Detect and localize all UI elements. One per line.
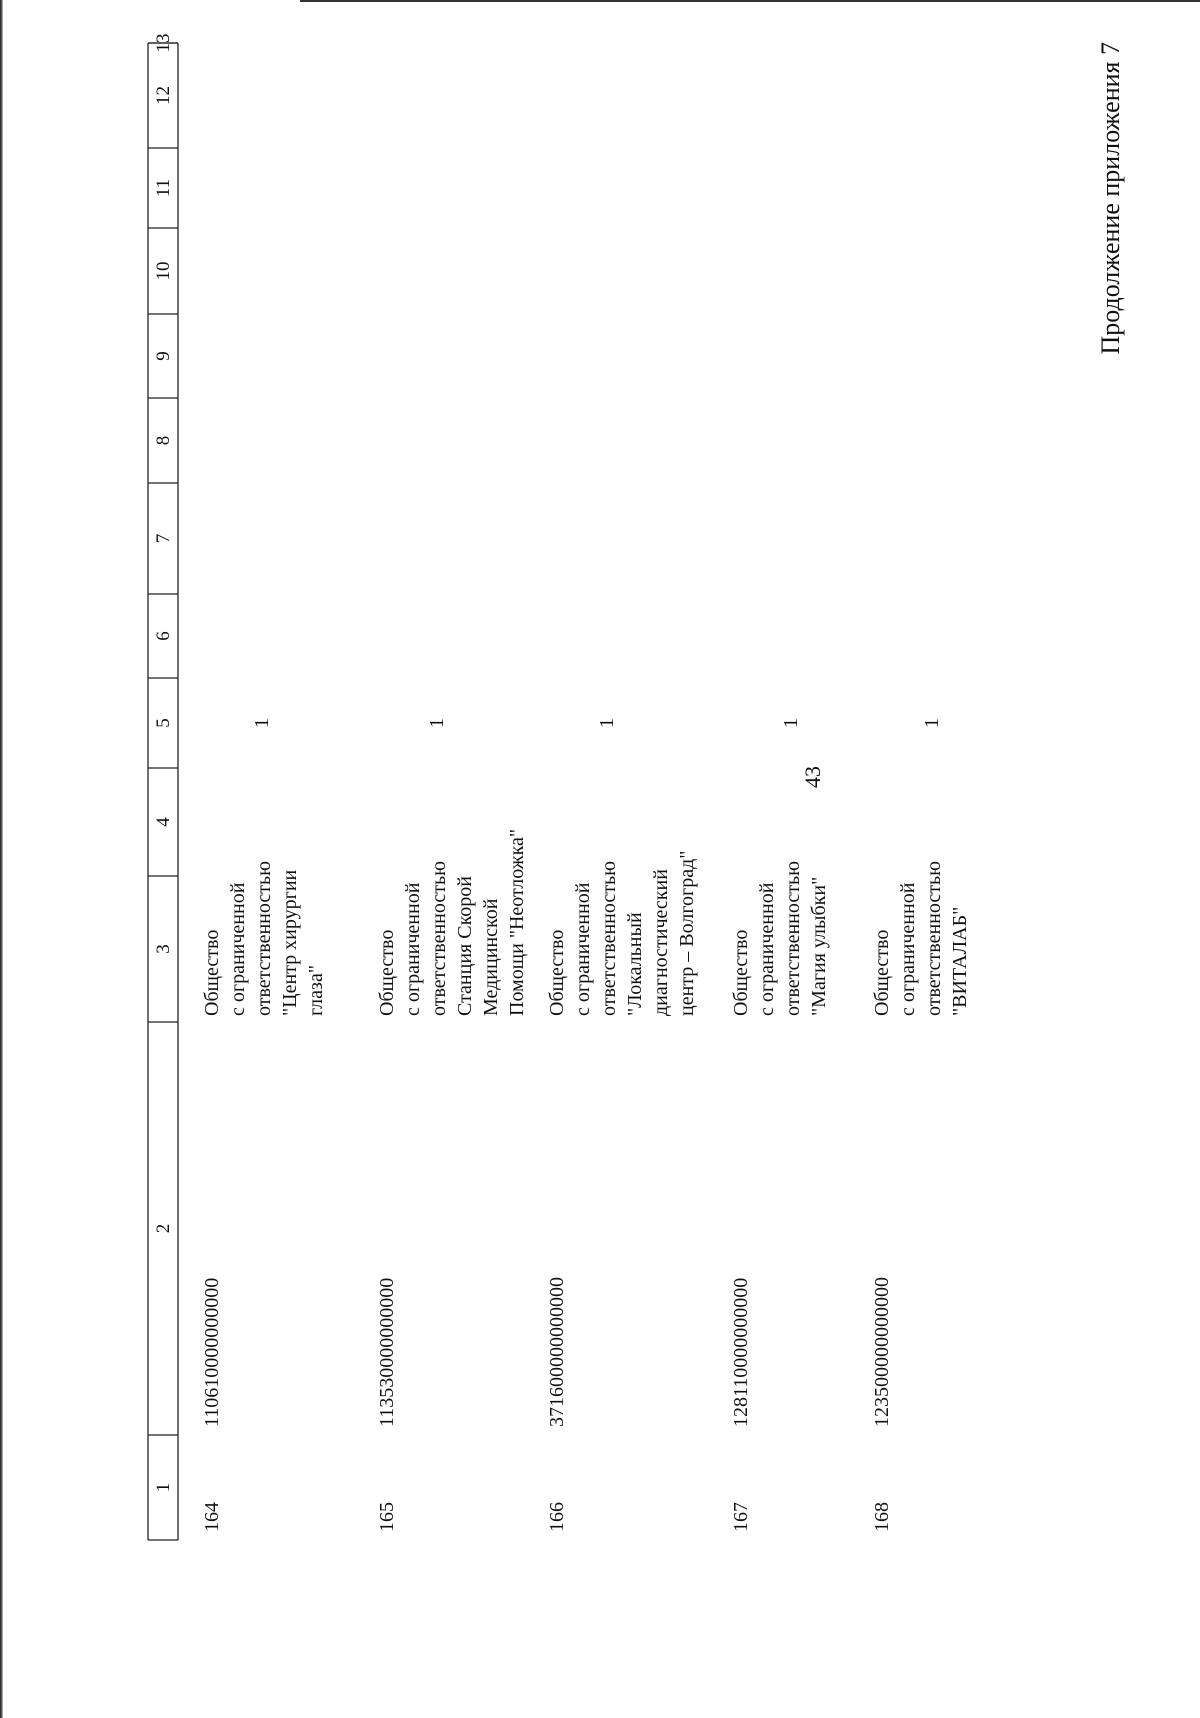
row-organization-name-line: с ограниченной [572,882,594,1016]
row-organization-name-line: ответственностью [428,860,450,1016]
table-header-cell-10: 10 [153,261,174,281]
row-organization-name-line: диагностический [650,869,672,1016]
row-col5-value: 1 [426,718,448,728]
row-organization-name-line: Общество [546,929,568,1016]
table-header-cell-3: 3 [153,944,174,954]
row-organization-name-line: "Локальный [624,912,646,1016]
table-header-cell-6: 6 [153,631,174,641]
table-header-cell-12: 12 [153,86,174,105]
row-code: 113530000000000 [376,1277,398,1427]
row-organization-name-line: Помощи "Неотложка" [506,828,528,1016]
table-header-cell-8: 8 [153,435,174,446]
row-code: 128110000000000 [730,1277,752,1427]
row-organization-name-line: ответственностью [923,860,945,1016]
row-organization-name-line: с ограниченной [897,882,919,1016]
row-organization-name-line: с ограниченной [756,882,778,1016]
row-number: 164 [201,1502,223,1532]
table-header-cell-11: 11 [153,178,174,198]
row-col5-value: 1 [780,718,802,728]
row-organization-name-line: с ограниченной [227,882,249,1016]
row-organization-name-line: с ограниченной [402,882,424,1016]
table-header-cell-9: 9 [153,351,174,361]
row-col5-value: 1 [596,718,618,728]
row-col5-value: 1 [251,718,273,728]
row-number: 166 [546,1502,568,1532]
row-organization-name-line: Общество [730,929,752,1016]
table-header-cell-13: 13 [153,33,174,53]
table-header-cell-1: 1 [153,1482,174,1493]
row-organization-name-line: "Центр хирургии [279,869,301,1016]
row-organization-name-line: Общество [376,929,398,1016]
table-header-cell-7: 7 [153,533,174,544]
row-organization-name-line: ответственностью [598,860,620,1016]
row-organization-name-line: ответственностью [253,860,275,1016]
row-organization-name-line: центр – Волгоград" [676,850,698,1016]
row-code: 110610000000000 [201,1277,223,1427]
row-col5-value: 1 [921,718,943,728]
row-organization-name-line: "ВИТАЛАБ" [949,906,971,1016]
row-organization-name-line: глаза" [305,965,327,1016]
row-organization-name-line: ответственностью [782,860,804,1016]
row-organization-name-line: "Магия улыбки" [808,876,830,1016]
row-organization-name-line: Медицинской [480,898,502,1016]
row-organization-name-line: Общество [871,929,893,1016]
row-code: 123500000000000 [871,1277,893,1427]
row-number: 167 [730,1502,752,1532]
table-header-cell-2: 2 [153,1223,174,1234]
page-number: 43 [800,766,825,788]
continuation-title: Продолжение приложения 7 [1096,42,1125,355]
table-header-cell-5: 5 [153,718,174,728]
row-number: 168 [871,1502,893,1532]
row-organization-name-line: Общество [201,929,223,1016]
row-code: 371600000000000 [546,1277,568,1427]
row-organization-name-line: Станция Скорой [454,876,476,1016]
row-number: 165 [376,1502,398,1532]
table-header-cell-4: 4 [153,817,174,827]
